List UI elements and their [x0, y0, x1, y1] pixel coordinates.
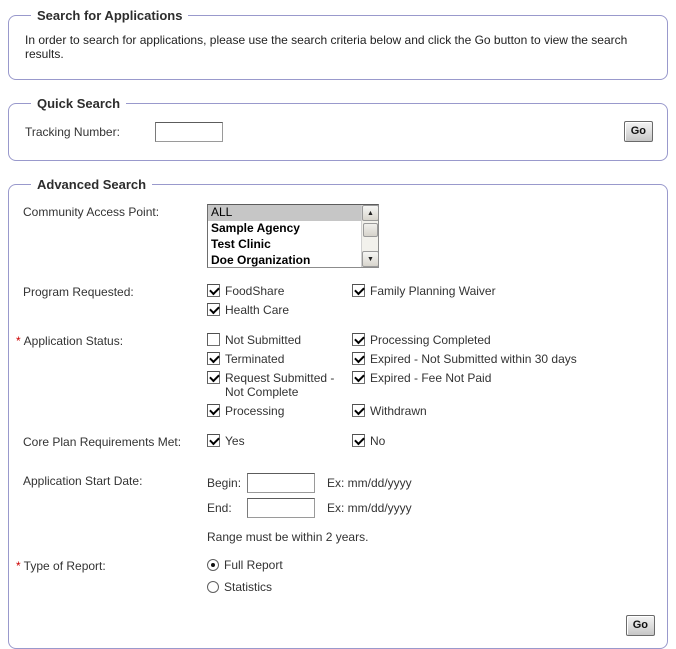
quick-search-legend: Quick Search: [37, 96, 121, 111]
required-asterisk: *: [16, 334, 21, 348]
quick-search-fieldset: [8, 96, 668, 161]
scroll-thumb[interactable]: [363, 223, 378, 237]
radio-icon: [207, 581, 219, 593]
scroll-up-button[interactable]: [362, 205, 379, 221]
date-range-note: Range must be within 2 years.: [207, 530, 369, 544]
checkbox-icon: [207, 333, 220, 346]
checkbox-request-submitted-not-complete[interactable]: [207, 371, 352, 399]
checkbox-icon: [207, 303, 220, 316]
scroll-down-button[interactable]: [362, 251, 379, 267]
listbox-option-test-clinic[interactable]: Test Clinic: [211, 237, 271, 251]
application-status-label: [16, 333, 207, 348]
checkbox-processing-completed[interactable]: [352, 333, 653, 347]
radio-label: Statistics: [224, 580, 273, 594]
checkbox-icon: [207, 404, 220, 417]
checkbox-label: Terminated: [225, 352, 285, 366]
checkbox-expired-fee-not-paid[interactable]: [352, 371, 653, 385]
listbox-option-all[interactable]: ALL: [208, 205, 361, 221]
checkbox-processing[interactable]: [207, 404, 352, 418]
radio-icon: [207, 559, 219, 571]
advanced-search-go-button[interactable]: Go: [626, 615, 655, 636]
begin-date-input[interactable]: [247, 473, 315, 493]
checkbox-icon: [352, 434, 365, 447]
checkbox-icon: [352, 333, 365, 346]
radio-full-report[interactable]: [207, 558, 653, 572]
listbox-option-sample-agency[interactable]: Sample Agency: [211, 221, 300, 235]
checkbox-label: Yes: [225, 434, 245, 448]
checkbox-icon: [352, 404, 365, 417]
end-date-hint: Ex: mm/dd/yyyy: [327, 501, 412, 515]
program-requested-label: Program Requested:: [23, 285, 134, 299]
checkbox-icon: [207, 371, 220, 384]
checkbox-label: Processing: [225, 404, 285, 418]
checkbox-icon: [352, 371, 365, 384]
begin-date-hint: Ex: mm/dd/yyyy: [327, 476, 412, 490]
advanced-search-legend: Advanced Search: [37, 177, 147, 192]
checkbox-label: Family Planning Waiver: [370, 284, 496, 298]
community-access-point-label: Community Access Point:: [23, 205, 160, 219]
checkbox-not-submitted[interactable]: [207, 333, 352, 347]
advanced-search-fieldset: [8, 177, 668, 649]
community-access-point-listbox: [207, 204, 379, 268]
tracking-number-input[interactable]: [155, 122, 223, 142]
checkbox-label: Expired - Not Submitted within 30 days: [370, 352, 577, 366]
scroll-down-icon: ▼: [367, 255, 374, 263]
quick-search-go-button[interactable]: Go: [624, 121, 653, 142]
scroll-up-icon: ▲: [367, 209, 374, 217]
checkbox-label: Processing Completed: [370, 333, 491, 347]
checkbox-label: FoodShare: [225, 284, 285, 298]
checkbox-icon: [207, 352, 220, 365]
intro-description: In order to search for applications, please use the search criteria below and click the Go button to view the search results.: [25, 33, 628, 61]
checkbox-family-planning-waiver[interactable]: [352, 284, 653, 298]
checkbox-label: No: [370, 434, 386, 448]
core-plan-requirements-met-label: Core Plan Requirements Met:: [23, 435, 182, 449]
checkbox-health-care[interactable]: [207, 303, 352, 317]
required-asterisk: *: [16, 559, 21, 573]
end-date-input[interactable]: [247, 498, 315, 518]
checkbox-label: Not Submitted: [225, 333, 302, 347]
end-date-label: End:: [207, 501, 232, 515]
radio-statistics[interactable]: [207, 580, 653, 594]
application-status-label-text: Application Status:: [23, 334, 124, 348]
checkbox-label: Withdrawn: [370, 404, 427, 418]
search-for-applications-legend: Search for Applications: [37, 8, 183, 23]
checkbox-expired-not-submitted-within-30-days[interactable]: [352, 352, 653, 366]
checkbox-icon: [352, 284, 365, 297]
checkbox-icon: [207, 284, 220, 297]
checkbox-withdrawn[interactable]: [352, 404, 653, 418]
radio-label: Full Report: [224, 558, 283, 572]
checkbox-icon: [207, 434, 220, 447]
listbox-options: [208, 205, 361, 267]
application-start-date-label: Application Start Date:: [23, 474, 143, 488]
checkbox-no[interactable]: [352, 434, 653, 448]
checkbox-yes[interactable]: [207, 434, 352, 448]
type-of-report-label: [16, 558, 207, 573]
tracking-number-label: Tracking Number:: [25, 124, 120, 139]
intro-fieldset: [8, 8, 668, 80]
listbox-option-doe-organization[interactable]: Doe Organization: [211, 253, 311, 267]
checkbox-terminated[interactable]: [207, 352, 352, 366]
type-of-report-label-text: Type of Report:: [23, 559, 106, 573]
checkbox-label: Expired - Fee Not Paid: [370, 371, 492, 385]
begin-date-label: Begin:: [207, 476, 242, 490]
checkbox-label: Request Submitted - Not Complete: [225, 371, 335, 399]
checkbox-foodshare[interactable]: [207, 284, 352, 298]
listbox-scrollbar[interactable]: [361, 205, 378, 267]
checkbox-icon: [352, 352, 365, 365]
checkbox-label: Health Care: [225, 303, 290, 317]
